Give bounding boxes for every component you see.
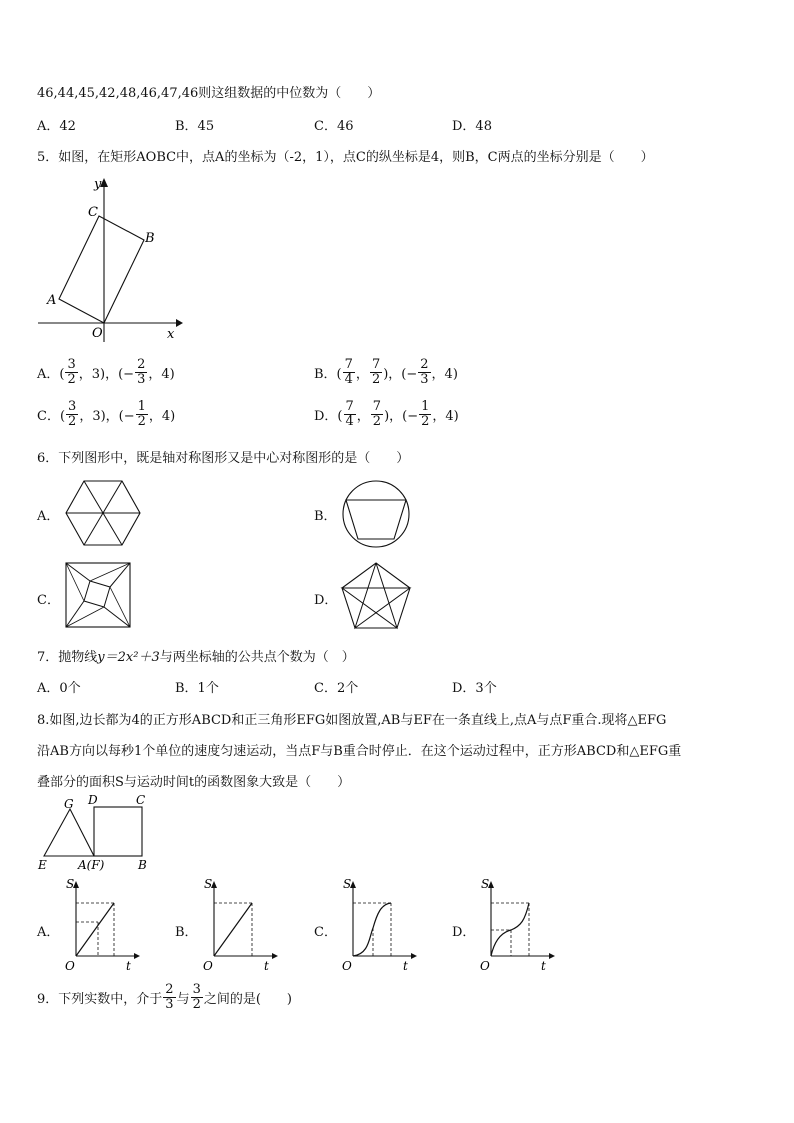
q8-option-a-label: A． [37, 925, 60, 940]
q7-option-c: C．2个 [314, 681, 359, 696]
q6-pentagram-figure [339, 560, 413, 632]
q5-stem: 5．如图，在矩形AOBC中，点A的坐标为（-2，1），点C的纵坐标是4，则B，C两点的坐标分别是（ ） [37, 150, 654, 165]
q8-b-label: B [138, 858, 147, 872]
q8-line-1: 8.如图,边长都为4的正方形ABCD和正三角形EFG如图放置,AB与EF在一条直线上,点A与点F重合.现将△EFG [37, 713, 667, 728]
q9-stem: 9．下列实数中，介于 $\frac{2}{3}$ 与 $\frac{3}{2}$ 之间的是( ) [37, 982, 293, 1012]
q7-option-a: A．0个 [37, 681, 81, 696]
q8-line-3: 叠部分的面积S与运动时间t的函数图象大致是（ ） [37, 775, 351, 790]
q8-e-label: E [38, 858, 47, 872]
fraction: $\frac{7}{2}$ [372, 399, 382, 429]
q8-g-label: G [64, 797, 74, 811]
svg-text:O: O [65, 959, 75, 973]
q5-rectangle-figure [30, 172, 190, 342]
svg-text:O: O [342, 959, 352, 973]
q7-stem: 7．抛物线 y＝2x²＋3 与两坐标轴的公共点个数为（ ） [37, 646, 355, 665]
q5-option-d: D．( $\frac{7}{4}$ ， $\frac{7}{2}$ )，(− $\frac{1}{2}$ ，4) [314, 399, 459, 429]
svg-text:S: S [343, 877, 352, 891]
q7-option-b: B．1个 [175, 681, 219, 696]
q5-o-label: O [92, 326, 103, 341]
q6-label-a: A． [37, 509, 60, 524]
svg-text:S: S [204, 877, 213, 891]
q5-option-b: B．( $\frac{7}{4}$ ， $\frac{7}{2}$ )，(− $\frac{2}{3}$ ，4) [314, 357, 458, 387]
q6-stem: 6．下列图形中，既是轴对称图形又是中心对称图形的是（ ） [37, 451, 410, 466]
q8-option-d-label: D． [452, 925, 476, 940]
fraction: $\frac{1}{2}$ [137, 399, 146, 429]
q8-option-d-graph [477, 876, 557, 974]
q5-x-label: x [167, 327, 175, 342]
q8-d-label: D [88, 793, 98, 807]
q8-option-c-label: C． [314, 925, 337, 940]
q5-c-label: C [88, 205, 98, 220]
svg-text:t: t [403, 959, 408, 973]
q8-option-b-graph [200, 876, 280, 974]
svg-text:t: t [541, 959, 546, 973]
q6-label-c: C． [37, 593, 60, 608]
q5-b-label: B [145, 231, 155, 246]
q7-formula: y＝2x²＋3 [97, 650, 160, 665]
fraction: $\frac{7}{4}$ [345, 399, 354, 429]
q8-option-b-label: B． [175, 925, 198, 940]
fraction: $\frac{3}{2}$ [68, 399, 77, 429]
svg-text:O: O [203, 959, 213, 973]
fraction: $\frac{2}{3}$ [420, 357, 429, 387]
fraction: $\frac{2}{3}$ [137, 357, 146, 387]
q7-option-d: D．3个 [452, 681, 497, 696]
q5-option-a: A．( $\frac{3}{2}$ ，3)，(− $\frac{2}{3}$ ，4) [37, 357, 175, 387]
q8-option-c-graph [339, 876, 419, 974]
q8-option-a-graph [62, 876, 142, 974]
q5-option-c: C．( $\frac{3}{2}$ ，3)，(− $\frac{1}{2}$ ，4) [37, 399, 176, 429]
svg-text:O: O [480, 959, 490, 973]
fraction: $\frac{3}{2}$ [67, 357, 76, 387]
q4-option-b: B．45 [175, 119, 215, 134]
q6-pinwheel-square-figure [64, 561, 132, 629]
q6-circle-trapezoid-figure [340, 478, 412, 550]
svg-text:t: t [264, 959, 269, 973]
q4-stem: 46,44,45,42,48,46,47,46则这组数据的中位数为（ ） [37, 86, 381, 101]
q4-option-a: A．42 [37, 119, 76, 134]
q4-option-c: C．46 [314, 119, 354, 134]
q8-line-2: 沿AB方向以每秒1个单位的速度匀速运动，当点F与B重合时停止．在这个运动过程中，正方形ABCD和△EFG重 [37, 744, 682, 759]
q5-a-label: A [47, 293, 57, 308]
q8-af-label: A(F) [78, 858, 105, 872]
q6-hexagon-figure [64, 478, 142, 548]
fraction: $\frac{3}{2}$ [192, 982, 201, 1012]
svg-text:S: S [66, 877, 75, 891]
q6-label-b: B． [314, 509, 337, 524]
fraction: $\frac{7}{4}$ [344, 357, 353, 387]
svg-text:S: S [481, 877, 490, 891]
q4-option-d: D．48 [452, 119, 492, 134]
fraction: $\frac{7}{2}$ [371, 357, 381, 387]
fraction: $\frac{2}{3}$ [165, 982, 174, 1012]
fraction: $\frac{1}{2}$ [421, 399, 430, 429]
q5-y-label: y [94, 177, 102, 192]
q6-label-d: D． [314, 593, 338, 608]
q8-square-triangle-figure [30, 790, 160, 872]
q8-c-label: C [136, 793, 146, 807]
svg-text:t: t [126, 959, 131, 973]
